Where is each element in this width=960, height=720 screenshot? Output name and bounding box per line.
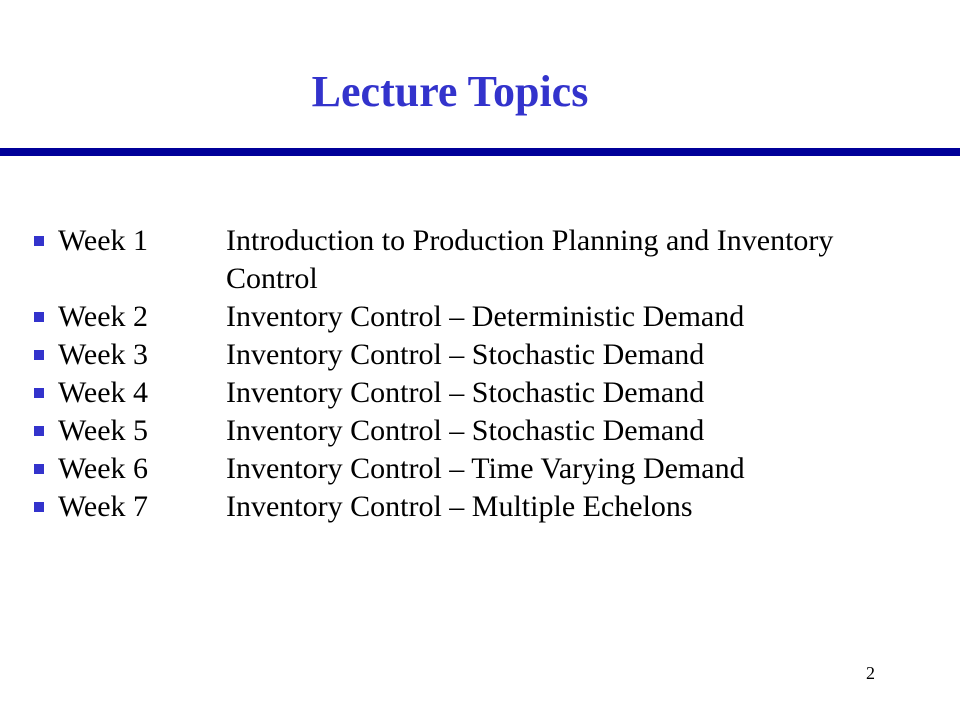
list-item bbox=[34, 374, 846, 412]
topic-week: Week 2 bbox=[58, 300, 149, 333]
title-divider bbox=[0, 148, 960, 156]
list-item bbox=[34, 336, 846, 374]
square-bullet-icon bbox=[34, 488, 58, 526]
slide-title: Lecture Topics bbox=[311, 67, 589, 116]
square-bullet-icon bbox=[34, 450, 58, 488]
page-number: 2 bbox=[866, 663, 875, 683]
topic-week: Week 5 bbox=[58, 414, 149, 447]
topic-description: Inventory Control – Stochastic Demand bbox=[226, 414, 705, 447]
list-item bbox=[34, 412, 846, 450]
list-item bbox=[34, 450, 846, 488]
topic-list bbox=[34, 222, 846, 526]
topic-description: Inventory Control – Deterministic Demand bbox=[226, 300, 745, 333]
list-item bbox=[34, 222, 846, 298]
topic-description: Inventory Control – Multiple Echelons bbox=[226, 490, 693, 523]
topic-week: Week 7 bbox=[58, 490, 149, 523]
list-item bbox=[34, 488, 846, 526]
list-item bbox=[34, 298, 846, 336]
topic-description: Inventory Control – Stochastic Demand bbox=[226, 376, 705, 409]
square-bullet-icon bbox=[34, 298, 58, 336]
topic-description: Inventory Control – Stochastic Demand bbox=[226, 338, 705, 371]
topic-description: Inventory Control – Time Varying Demand bbox=[226, 452, 745, 485]
topic-week: Week 6 bbox=[58, 452, 149, 485]
topic-week: Week 4 bbox=[58, 376, 149, 409]
square-bullet-icon bbox=[34, 374, 58, 412]
topic-description: Introduction to Production Planning and Inventory Control bbox=[226, 224, 834, 295]
square-bullet-icon bbox=[34, 412, 58, 450]
topic-week: Week 3 bbox=[58, 338, 149, 371]
square-bullet-icon bbox=[34, 222, 58, 260]
topic-week: Week 1 bbox=[58, 224, 149, 257]
square-bullet-icon bbox=[34, 336, 58, 374]
